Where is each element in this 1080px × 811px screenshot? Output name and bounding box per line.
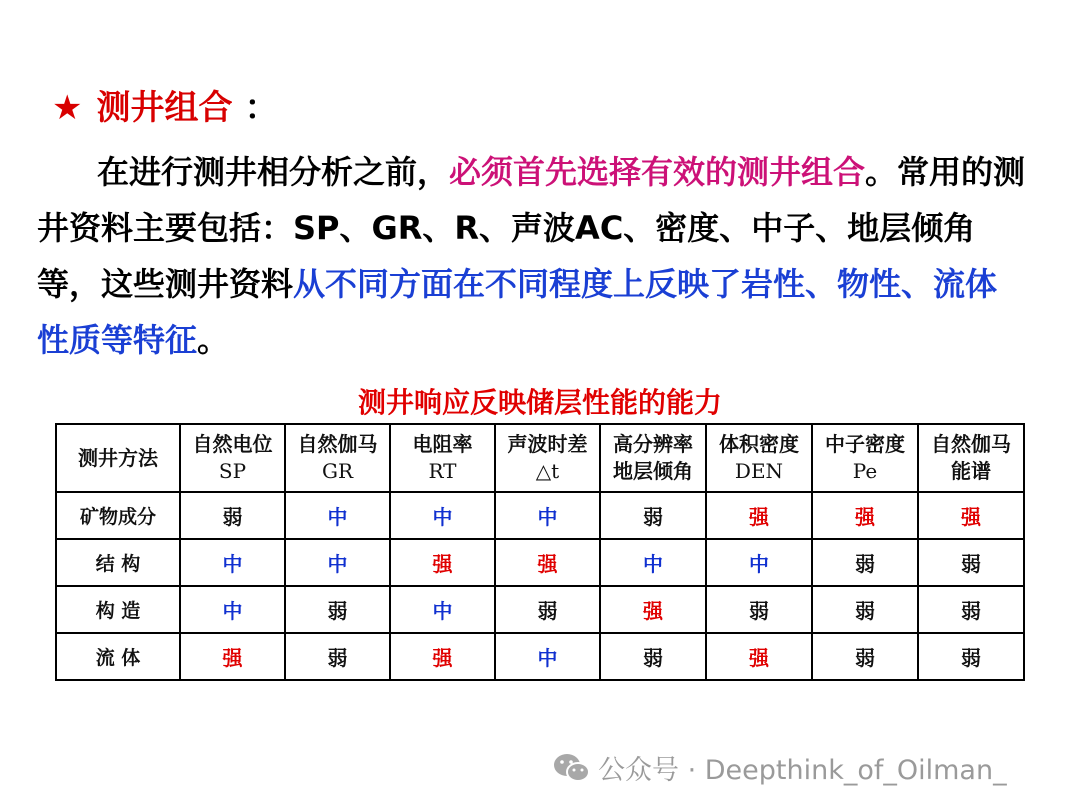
table-cell: 弱 <box>812 586 918 633</box>
table-cell: 中 <box>600 539 706 586</box>
table-cell: 强 <box>706 633 812 680</box>
paragraph-highlight2: 从不同方面在不同程度上反映了岩性、物性、流体性质等特征 <box>37 265 998 359</box>
table-cell: 强 <box>918 492 1024 539</box>
table-cell: 中 <box>390 586 495 633</box>
column-header-line2: SP <box>218 459 247 483</box>
table-cell: 强 <box>812 492 918 539</box>
table-cell: 强 <box>706 492 812 539</box>
heading-title: 测井组合 <box>96 88 233 128</box>
table-title: 测井响应反映储层性能的能力 <box>357 386 722 419</box>
table-cell: 中 <box>180 539 285 586</box>
table-cell: 弱 <box>600 492 706 539</box>
heading-colon: ： <box>244 88 279 128</box>
row-label: 结 构 <box>56 539 180 586</box>
column-header-line1: 自然电位 <box>192 432 273 456</box>
table-cell: 中 <box>180 586 285 633</box>
column-header <box>918 424 1024 492</box>
column-header-line1: 体积密度 <box>719 432 799 456</box>
column-header <box>495 424 600 492</box>
column-header <box>706 424 812 492</box>
paragraph-highlight1: 必须首先选择有效的测井组合 <box>449 153 866 191</box>
table-cell: 强 <box>390 633 495 680</box>
log-response-table <box>55 423 1025 681</box>
column-header-line1: 自然伽马 <box>297 432 378 456</box>
table-cell: 弱 <box>812 539 918 586</box>
column-header-line2: Pe <box>852 459 878 483</box>
column-header <box>285 424 390 492</box>
paragraph-part1: 在进行测井相分析之前， <box>97 153 450 191</box>
paragraph-part3: 。 <box>197 321 230 359</box>
table-cell: 弱 <box>918 539 1024 586</box>
table-cell: 中 <box>285 539 390 586</box>
table-row <box>56 539 1024 586</box>
column-header-line1: 电阻率 <box>412 432 473 456</box>
wechat-icon <box>552 751 592 785</box>
watermark-text: 公众号 · Deepthink_of_Oilman_ <box>598 755 1007 786</box>
table-row <box>56 633 1024 680</box>
row-label: 构 造 <box>56 586 180 633</box>
table-cell: 弱 <box>918 586 1024 633</box>
table-cell: 弱 <box>812 633 918 680</box>
column-header-line2: GR <box>321 459 354 483</box>
table-cell: 弱 <box>285 633 390 680</box>
table-cell: 中 <box>285 492 390 539</box>
table-row <box>56 492 1024 539</box>
table-header-row <box>56 424 1024 492</box>
column-header-line1: 声波时差 <box>507 432 588 456</box>
column-header-line1: 中子密度 <box>825 432 905 456</box>
table-cell: 弱 <box>180 492 285 539</box>
table-cell: 弱 <box>600 633 706 680</box>
column-header-line2: 地层倾角 <box>613 459 693 483</box>
table-row <box>56 586 1024 633</box>
table-cell: 强 <box>495 539 600 586</box>
column-header-line2: DEN <box>734 459 784 483</box>
table-corner-header: 测井方法 <box>56 424 180 492</box>
table-cell: 强 <box>180 633 285 680</box>
intro-paragraph <box>37 144 1027 368</box>
table-cell: 强 <box>390 539 495 586</box>
column-header-line2: RT <box>428 459 457 483</box>
table-cell: 中 <box>495 492 600 539</box>
table-cell: 中 <box>495 633 600 680</box>
table-cell: 中 <box>706 539 812 586</box>
star-icon: ★ <box>52 88 83 128</box>
table-cell: 弱 <box>285 586 390 633</box>
table-cell: 弱 <box>918 633 1024 680</box>
column-header <box>812 424 918 492</box>
table-cell: 中 <box>390 492 495 539</box>
slide-heading <box>52 80 278 129</box>
column-header <box>180 424 285 492</box>
column-header-line2: 能谱 <box>951 459 991 483</box>
row-label: 矿物成分 <box>56 492 180 539</box>
table-cell: 弱 <box>495 586 600 633</box>
table-cell: 强 <box>600 586 706 633</box>
row-label: 流 体 <box>56 633 180 680</box>
paragraph-part2: 。常用的测井资料主要包括：SP、GR、R、声波AC、密度、中子、地层倾角等，这些测井资料 <box>37 153 1026 303</box>
watermark <box>552 748 1007 787</box>
column-header-line1: 自然伽马 <box>931 432 1011 456</box>
column-header-line2: △t <box>535 459 560 483</box>
column-header-line1: 高分辨率 <box>613 432 693 456</box>
column-header <box>600 424 706 492</box>
table-cell: 弱 <box>706 586 812 633</box>
column-header <box>390 424 495 492</box>
